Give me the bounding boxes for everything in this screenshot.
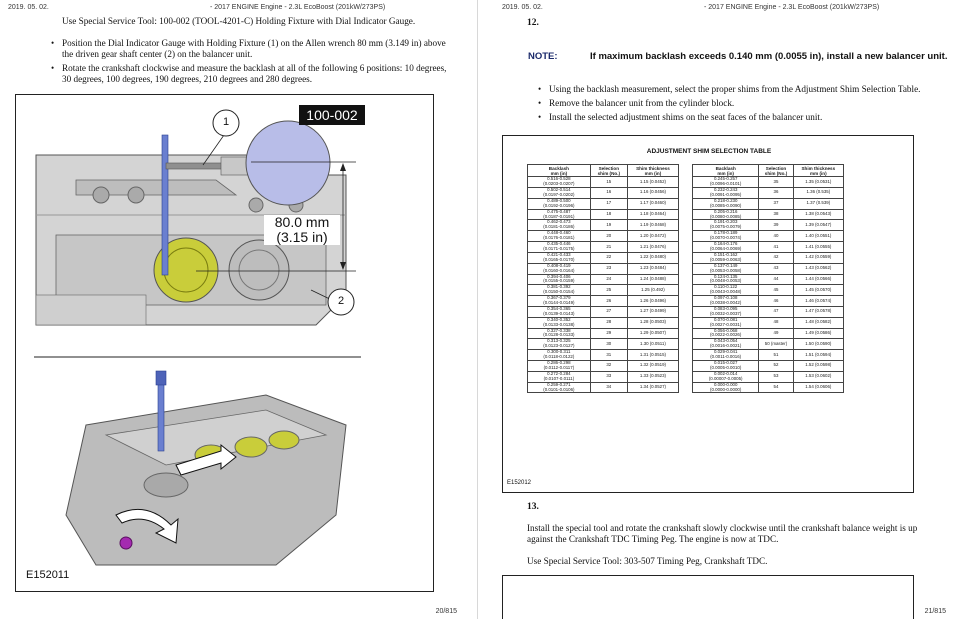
table-row [693,350,844,361]
backlash-mm: 0.056-0.068 [713,327,738,333]
header-title: - 2017 ENGINE Engine - 2.3L EcoBoost (201kW/273PS) [210,4,386,11]
table-row [693,198,844,209]
table-row [693,361,844,372]
shim-thickness-cell: 1.23 (0.0484) [627,263,678,274]
selection-shim-cell: 42 [759,252,793,263]
backlash-cell [693,274,759,285]
selection-shim-cell: 38 [759,209,793,220]
backlash-mm: 0.070-0.081 [713,316,738,322]
backlash-mm: 0.286-0.298 [547,360,571,365]
backlash-cell [528,263,591,274]
table-row [693,220,844,231]
shim-thickness-cell: 1.28 (0.0503) [627,317,678,328]
backlash-mm: 0.300-0.311 [547,349,571,355]
backlash-mm: 0.205-0.216 [713,208,738,214]
backlash-in: (0.0022-0.0026) [710,332,742,338]
table-row [528,328,679,339]
backlash-in: (0.0176-0.0181) [543,235,575,241]
table-row [693,317,844,328]
backlash-in: (0.0016-0.0021) [710,343,742,349]
shim-thickness-cell: 1.53 (0.0602) [793,371,843,382]
table-row [693,252,844,263]
backlash-in: (0.0059-0.0063) [710,256,742,262]
backlash-mm: 0.232-0.243 [713,187,738,192]
shim-thickness-cell: 1.49 (0.0586) [793,328,843,339]
note-label: NOTE: [528,51,558,62]
selection-shim-cell: 23 [590,263,627,274]
table-row [693,209,844,220]
backlash-in: (0.0053-0.0058) [710,267,742,273]
backlash-cell [693,231,759,242]
backlash-in: (0.0171-0.0175) [543,245,575,251]
table-row [528,371,679,382]
backlash-in: (0.0043-0.0048) [710,289,742,295]
backlash-cell [693,177,759,188]
note-text: If maximum backlash exceeds 0.140 mm (0.0055 in), install a new balancer unit. [590,51,948,62]
backlash-cell [693,198,759,209]
table-row [693,177,844,188]
shim-thickness-cell: 1.31 (0.0515) [627,350,678,361]
backlash-cell [693,263,759,274]
selection-shim-cell: 48 [759,317,793,328]
header-title: - 2017 ENGINE Engine - 2.3L EcoBoost (201kW/273PS) [704,4,880,11]
backlash-cell [693,296,759,307]
backlash-mm: 0.448-0.460 [547,230,571,236]
backlash-cell [693,252,759,263]
backlash-cell [693,350,759,361]
shim-thickness-cell: 1.34 (0.0527) [627,382,678,393]
shim-thickness-cell: 1.35 (0.0531) [793,177,843,188]
right-page [480,0,960,619]
backlash-mm: 0.381-0.392 [547,284,571,290]
col-thickness: Shim thickness mm (in) [627,165,678,177]
selection-shim-cell: 29 [590,328,627,339]
selection-shim-cell: 54 [759,382,793,393]
intro-text: Use Special Service Tool: 100-002 (TOOL-4201-C) Holding Fixture with Dial Indicator Gauge. [62,16,416,26]
backlash-cell [528,198,591,209]
col-selection: Selection shim (No.) [759,165,793,177]
backlash-in: (0.0064-0.0069) [710,245,742,251]
table-row [528,296,679,307]
backlash-cell [693,306,759,317]
header-date: 2019. 05. 02. [8,4,49,11]
backlash-in: (0.0070-0.0074) [710,235,742,241]
selection-shim-cell: 40 [759,231,793,242]
backlash-cell [693,361,759,372]
shim-thickness-cell: 1.48 (0.0582) [793,317,843,328]
selection-shim-cell: 41 [759,242,793,253]
step-12-list [535,84,955,126]
selection-shim-cell: 28 [590,317,627,328]
table-row [528,306,679,317]
selection-shim-cell: 52 [759,361,793,372]
dimension-label [264,215,340,245]
selection-shim-cell: 43 [759,263,793,274]
backlash-mm: 0.097-0.108 [713,295,738,301]
table-row [693,274,844,285]
selection-shim-cell: 46 [759,296,793,307]
backlash-cell [528,188,591,199]
backlash-mm: 0.394-0.406 [547,273,571,279]
backlash-cell [528,177,591,188]
backlash-mm: 0.178-0.189 [713,230,738,236]
backlash-cell [693,339,759,350]
callout-1: 1 [222,116,230,128]
figure-id: E152011 [26,569,70,581]
step-13-tool: Use Special Service Tool: 303-507 Timing Peg, Crankshaft TDC. [527,556,768,566]
table-row [528,231,679,242]
shim-thickness-cell: 1.47 (0.0578) [793,306,843,317]
backlash-cell [528,382,591,393]
backlash-in: (0.0203-0.0207) [543,181,575,187]
backlash-mm: 0.164-0.176 [713,241,738,247]
backlash-in: (0.0000-0.0000) [710,386,742,392]
shim-thickness-cell: 1.45 (0.0570) [793,285,843,296]
selection-shim-cell: 21 [590,242,627,253]
bullet-remove-balancer: • Remove the balancer unit from the cylinder block. [535,98,955,109]
backlash-mm: 0.029-0.041 [713,349,738,355]
backlash-cell [693,328,759,339]
backlash-mm: 0.408-0.419 [547,262,571,268]
selection-shim-cell: 32 [590,361,627,372]
table-row [528,188,679,199]
backlash-mm: 0.124-0.135 [713,273,738,279]
page-number: 21/815 [924,608,946,615]
engine-block-drawing [66,371,346,565]
backlash-mm: 0.000-0.000 [713,381,738,387]
shim-thickness-cell: 1.27 (0.0499) [627,306,678,317]
backlash-mm: 0.475-0.487 [547,208,571,214]
shim-thickness-cell: 1.41 (0.0555) [793,242,843,253]
selection-shim-cell: 17 [590,198,627,209]
shim-thickness-cell: 1.32 (0.0519) [627,361,678,372]
shim-thickness-cell: 1.37 (0.539) [793,198,843,209]
shim-table-figure [502,135,914,493]
shim-thickness-cell: 1.42 (0.0559) [793,252,843,263]
shim-thickness-cell: 1.46 (0.0574) [793,296,843,307]
backlash-in: (0.0139-0.0143) [543,310,575,316]
table-row [528,198,679,209]
table-row [528,263,679,274]
shim-thickness-cell: 1.19 (0.0468) [627,220,678,231]
backlash-in: (0.0112-0.0117) [543,364,575,370]
shim-thickness-cell: 1.33 (0.0523) [627,371,678,382]
shim-thickness-cell: 1.51 (0.0594) [793,350,843,361]
shim-thickness-cell: 1.50 (0.0590) [793,339,843,350]
backlash-in: (0.0027-0.0031) [710,321,742,327]
shim-thickness-cell: 1.30 (0.0511) [627,339,678,350]
selection-shim-cell: 51 [759,350,793,361]
table-row [528,285,679,296]
selection-shim-cell: 31 [590,350,627,361]
dimension-mm: 80.0 mm [274,214,330,230]
step-13-number: 13. [527,502,539,512]
shim-thickness-cell: 1.54 (0.0606) [793,382,843,393]
selection-shim-cell: 25 [590,285,627,296]
table-row [693,339,844,350]
bullet-install-shims: • Install the selected adjustment shims on the seat faces of the balancer unit. [535,112,955,123]
shim-thickness-cell: 1.36 (0.535) [793,188,843,199]
backlash-in: (0.0080-0.0085) [710,213,742,219]
table-row [528,242,679,253]
selection-shim-cell: 24 [590,274,627,285]
table-row [693,263,844,274]
backlash-in: (0.0038-0.0042) [710,300,742,306]
shim-thickness-cell: 1.18 (0.0464) [627,209,678,220]
backlash-mm: 0.516-0.528 [547,176,571,182]
shim-thickness-cell: 1.26 (0.0496) [627,296,678,307]
table-figure-id: E152012 [507,480,532,486]
page-number: 20/815 [435,608,457,615]
backlash-in: (0.0123-0.0127) [543,343,575,349]
backlash-mm: 0.245-0.257 [713,176,738,182]
backlash-cell [528,285,591,296]
backlash-mm: 0.015-0.027 [713,360,738,365]
backlash-mm: 0.191-0.203 [713,219,738,225]
figure-e152011 [15,94,434,592]
col-thickness: Shim thickness mm (in) [793,165,843,177]
backlash-cell [528,209,591,220]
table-row [693,285,844,296]
backlash-in: (0.0048-0.0053) [710,278,742,284]
backlash-mm: 0.218-0.230 [713,197,738,203]
selection-shim-cell: 18 [590,209,627,220]
backlash-cell [693,317,759,328]
selection-shim-cell: 15 [590,177,627,188]
table-row [528,361,679,372]
step-13-text: Install the special tool and rotate the crankshaft slowly clockwise until the crankshaft balance weight is up against the Crankshaft TDC Timing Peg. The engine is now at TDC. [527,523,918,544]
backlash-in: (0.0075-0.0079) [710,224,742,230]
selection-shim-cell: 44 [759,274,793,285]
backlash-cell [528,350,591,361]
table-row [528,177,679,188]
backlash-cell [528,242,591,253]
backlash-in: (0.0128-0.0133) [543,332,575,338]
shim-thickness-cell: 1.17 (0.0460) [627,198,678,209]
table-row [693,328,844,339]
backlash-mm: 0.043-0.054 [713,338,738,344]
backlash-mm: 0.313-0.325 [547,338,571,344]
shim-thickness-cell: 1.16 (0.0456) [627,188,678,199]
backlash-in: (0.0085-0.0090) [710,202,742,208]
selection-shim-cell: 19 [590,220,627,231]
backlash-mm: 0.272-0.284 [547,370,571,376]
selection-shim-cell: 45 [759,285,793,296]
table-row [528,209,679,220]
selection-shim-cell: 53 [759,371,793,382]
col-backlash: Backlash mm (in) [528,165,591,177]
table-row [693,242,844,253]
bullet-select-shims: • Using the backlash measurement, select the proper shims from the Adjustment Shim Selection Table. [535,84,955,95]
shim-thickness-cell: 1.52 (0.0598) [793,361,843,372]
shim-thickness-cell: 1.21 (0.0476) [627,242,678,253]
backlash-in: (0.0011-0.0016) [710,354,742,360]
selection-shim-cell: 35 [759,177,793,188]
backlash-in: (0.0101-0.0106) [543,386,575,392]
table-row [528,220,679,231]
backlash-mm: 0.421-0.433 [547,251,571,257]
table-row [693,188,844,199]
backlash-cell [693,220,759,231]
table-row [693,231,844,242]
selection-shim-cell: 39 [759,220,793,231]
backlash-mm: 0.110-0.122 [714,284,738,290]
backlash-mm: 0.489-0.500 [547,197,571,203]
backlash-cell [528,306,591,317]
backlash-in: (0.0005-0.0010) [710,364,742,370]
backlash-cell [693,209,759,220]
col-backlash: Backlash mm (in) [693,165,759,177]
backlash-mm: 0.367-0.379 [547,295,571,301]
table-row [528,339,679,350]
backlash-cell [528,220,591,231]
backlash-mm: 0.137-0.149 [713,262,738,268]
table-row [528,317,679,328]
backlash-in: (0.0096-0.0101) [710,181,742,187]
backlash-mm: 0.002-0.014 [713,370,738,376]
dimension-in: (3.15 in) [276,229,328,245]
shim-thickness-cell: 1.15 (0.0452) [627,177,678,188]
step-12-number: 12. [527,18,539,28]
table-row [528,382,679,393]
next-figure-frame [502,575,914,619]
backlash-mm: 0.502-0.514 [547,187,571,192]
selection-shim-cell: 26 [590,296,627,307]
backlash-in: (0.0197-0.0202) [543,191,575,197]
backlash-in: (0.0192-0.0196) [543,202,575,208]
backlash-cell [693,242,759,253]
table-row [693,382,844,393]
backlash-in: (0.0181-0.0186) [543,224,575,230]
backlash-cell [528,339,591,350]
backlash-cell [528,317,591,328]
tool-label: 100-002 [299,105,365,125]
backlash-cell [528,328,591,339]
backlash-mm: 0.259-0.271 [547,381,571,387]
shim-thickness-cell: 1.44 (0.0566) [793,274,843,285]
callout-2: 2 [337,295,345,307]
shim-thickness-cell: 1.38 (0.0543) [793,209,843,220]
selection-shim-cell: 34 [590,382,627,393]
table-row [528,274,679,285]
selection-shim-cell: 37 [759,198,793,209]
backlash-cell [693,285,759,296]
backlash-cell [528,296,591,307]
backlash-in: (0.0155-0.0159) [543,278,575,284]
backlash-in: (0.0091-0.0095) [710,191,742,197]
backlash-mm: 0.354-0.365 [547,305,571,311]
table-row [693,371,844,382]
selection-shim-cell: 22 [590,252,627,263]
shim-thickness-cell: 1.40 (0.0551) [793,231,843,242]
selection-shim-cell: 36 [759,188,793,199]
backlash-in: (0.0107-0.0111) [543,375,575,381]
backlash-in: (0.00007-0.0005) [708,375,743,381]
shim-thickness-cell: 1.20 (0.0472) [627,231,678,242]
backlash-cell [693,371,759,382]
shim-thickness-cell: 1.43 (0.0562) [793,263,843,274]
table-row [693,296,844,307]
selection-shim-cell: 47 [759,306,793,317]
shim-thickness-cell: 1.25 (0.492) [627,285,678,296]
col-selection: Selection shim (No.) [590,165,627,177]
backlash-in: (0.0187-0.0191) [543,213,575,219]
bullet-rotate-crankshaft: • Rotate the crankshaft clockwise and measure the backlash at all of the following 6 positions: 10 degrees, 30 degrees, 100 degrees, 190 degrees, 210 degrees and 280 degrees. [48,63,448,85]
shim-thickness-cell: 1.39 (0.0547) [793,220,843,231]
backlash-in: (0.0160-0.0164) [543,267,575,273]
selection-shim-cell: 49 [759,328,793,339]
backlash-in: (0.0165-0.0170) [543,256,575,262]
shim-table-right [692,164,844,393]
backlash-mm: 0.435-0.446 [547,241,571,247]
table-title: ADJUSTMENT SHIM SELECTION TABLE [646,148,772,155]
instruction-list [48,38,448,88]
backlash-mm: 0.327-0.338 [547,327,571,333]
engine-illustration [16,95,434,592]
backlash-mm: 0.462-0.473 [547,219,571,225]
bullet-position-gauge: • Position the Dial Indicator Gauge with Holding Fixture (1) on the Allen wrench 80 mm (3.149 in) above the driven gear shaft center (2) on the balancer unit. [48,38,448,60]
shim-thickness-cell: 1.22 (0.0480) [627,252,678,263]
backlash-cell [528,371,591,382]
selection-shim-cell: 20 [590,231,627,242]
backlash-cell [528,274,591,285]
table-row [528,350,679,361]
selection-shim-cell: 30 [590,339,627,350]
shim-thickness-cell: 1.24 (0.0488) [627,274,678,285]
table-row [528,252,679,263]
shim-thickness-cell: 1.29 (0.0507) [627,328,678,339]
backlash-in: (0.0032-0.0037) [710,310,742,316]
backlash-cell [528,252,591,263]
selection-shim-cell: 33 [590,371,627,382]
left-page [0,0,478,619]
header-date: 2019. 05. 02. [502,4,543,11]
backlash-cell [693,382,759,393]
backlash-cell [528,231,591,242]
backlash-cell [528,361,591,372]
backlash-in: (0.0150-0.0154) [543,289,575,295]
backlash-in: (0.0133-0.0138) [543,321,575,327]
table-row [693,306,844,317]
backlash-in: (0.0118-0.0122) [543,354,575,360]
backlash-mm: 0.340-0.352 [547,316,571,322]
selection-shim-cell: 27 [590,306,627,317]
backlash-cell [693,188,759,199]
backlash-in: (0.0144-0.0149) [543,300,575,306]
backlash-mm: 0.083-0.095 [713,305,738,311]
selection-shim-cell: 50 (master) [759,339,793,350]
shim-table-left [527,164,679,393]
backlash-mm: 0.151-0.162 [713,251,738,257]
selection-shim-cell: 16 [590,188,627,199]
